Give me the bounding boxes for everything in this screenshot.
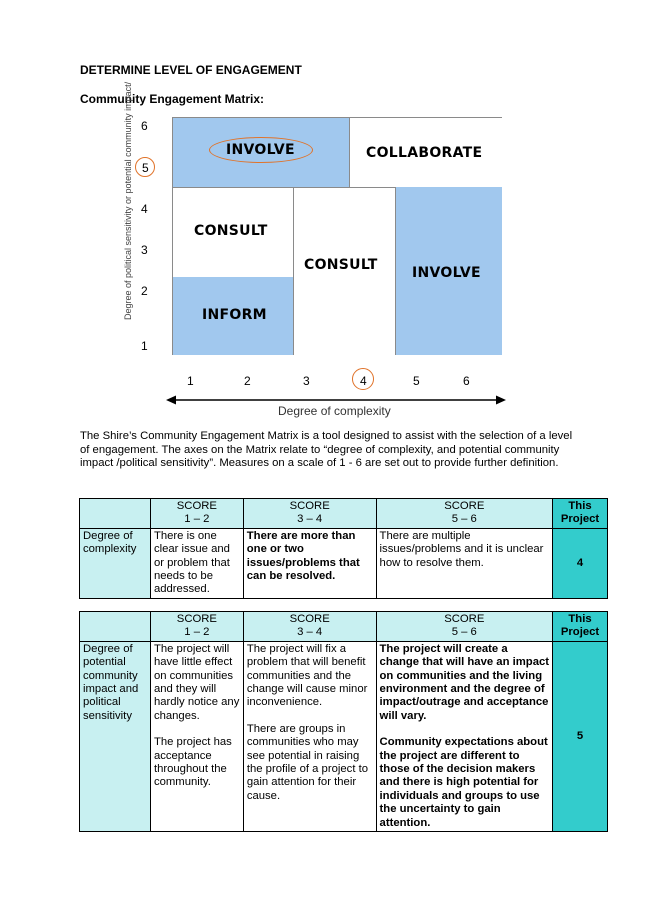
matrix-heading: Community Engagement Matrix:	[80, 92, 265, 106]
impact-5-6-text-b: Community expectations about the project are different to those of the decision makers and there is high potential for individuals and groups to use the uncertainty to gain attention.	[379, 736, 548, 829]
this-project-header: This Project	[553, 612, 608, 642]
x-axis-label: Degree of complexity	[278, 404, 391, 418]
x-tick-2: 2	[244, 374, 251, 388]
complexity-score-table	[79, 498, 608, 599]
label-collaborate: COLLABORATE	[366, 145, 483, 161]
impact-1-2-text-b: The project has acceptance throughout the community.	[153, 736, 232, 789]
complexity-score-5-6: There are multiple issues/problems and it is unclear how to resolve them.	[376, 528, 552, 598]
complexity-score-3-4: There are more than one or two issues/problems that can be resolved.	[243, 528, 376, 598]
score-1-2-header: SCORE 1 – 2	[150, 612, 243, 642]
y-tick-6: 6	[141, 119, 148, 133]
x-tick-6: 6	[463, 374, 470, 388]
y-tick-3: 3	[141, 243, 148, 257]
engagement-matrix	[172, 117, 502, 355]
empty-header-cell	[80, 499, 151, 529]
label-involve-top: INVOLVE	[226, 142, 295, 158]
this-project-header: This Project	[553, 499, 608, 529]
y-tick-5-highlight-circle	[135, 157, 155, 177]
label-consult-middle: CONSULT	[304, 257, 378, 273]
impact-project-value: 5	[553, 641, 608, 831]
description-paragraph: The Shire’s Community Engagement Matrix is a tool designed to assist with the selection of a level of engagement. The axes on the Matrix relate to “degree of complexity, and potential community impact /political sensitivity”. Measures on a scale of 1 - 6 are set out to provide further definition.	[80, 430, 573, 470]
y-tick-2: 2	[141, 284, 148, 298]
x-tick-1: 1	[187, 374, 194, 388]
score-3-4-header: SCORE 3 – 4	[243, 499, 376, 529]
score-3-4-header: SCORE 3 – 4	[243, 612, 376, 642]
x-tick-4: 4	[360, 374, 367, 388]
complexity-project-value: 4	[553, 528, 608, 598]
y-tick-1: 1	[141, 339, 148, 353]
row-label-impact: Degree of potential community impact and political sensitivity	[80, 641, 151, 831]
involve-highlight-ellipse	[209, 137, 313, 163]
impact-1-2-text-a: The project will have little effect on communities and they will hardly notice any changes.	[153, 642, 240, 722]
x-tick-4-highlight-circle	[352, 368, 374, 390]
page-heading: DETERMINE LEVEL OF ENGAGEMENT	[80, 63, 302, 77]
label-involve-right: INVOLVE	[412, 265, 481, 281]
impact-3-4-text-b: There are groups in communities who may see potential in raising the profile of a project to gain attention for their cause.	[246, 722, 369, 802]
y-tick-5: 5	[142, 161, 149, 175]
score-5-6-header: SCORE 5 – 6	[376, 499, 552, 529]
impact-5-6-text-a: The project will create a change that will have an impact on communities and the living environment and the degree of impact/outrage and acceptance will vary.	[379, 642, 550, 722]
y-tick-4: 4	[141, 202, 148, 216]
impact-score-table	[79, 611, 608, 832]
x-tick-5: 5	[413, 374, 420, 388]
label-consult-left: CONSULT	[194, 223, 268, 239]
empty-header-cell	[80, 612, 151, 642]
score-5-6-header: SCORE 5 – 6	[376, 612, 553, 642]
score-1-2-header: SCORE 1 – 2	[150, 499, 243, 529]
x-tick-3: 3	[303, 374, 310, 388]
y-axis-label: Degree of political sensitivity or potential community impact/	[123, 81, 133, 320]
complexity-score-1-2: There is one clear issue and or problem that needs to be addressed.	[150, 528, 243, 598]
impact-score-3-4	[243, 641, 376, 831]
impact-score-5-6	[376, 641, 553, 831]
impact-score-1-2	[150, 641, 243, 831]
label-inform: INFORM	[202, 307, 267, 323]
impact-3-4-text-a: The project will fix a problem that will benefit communities and the change will cause minor inconvenience.	[246, 642, 368, 709]
row-label-complexity: Degree of complexity	[80, 528, 151, 598]
